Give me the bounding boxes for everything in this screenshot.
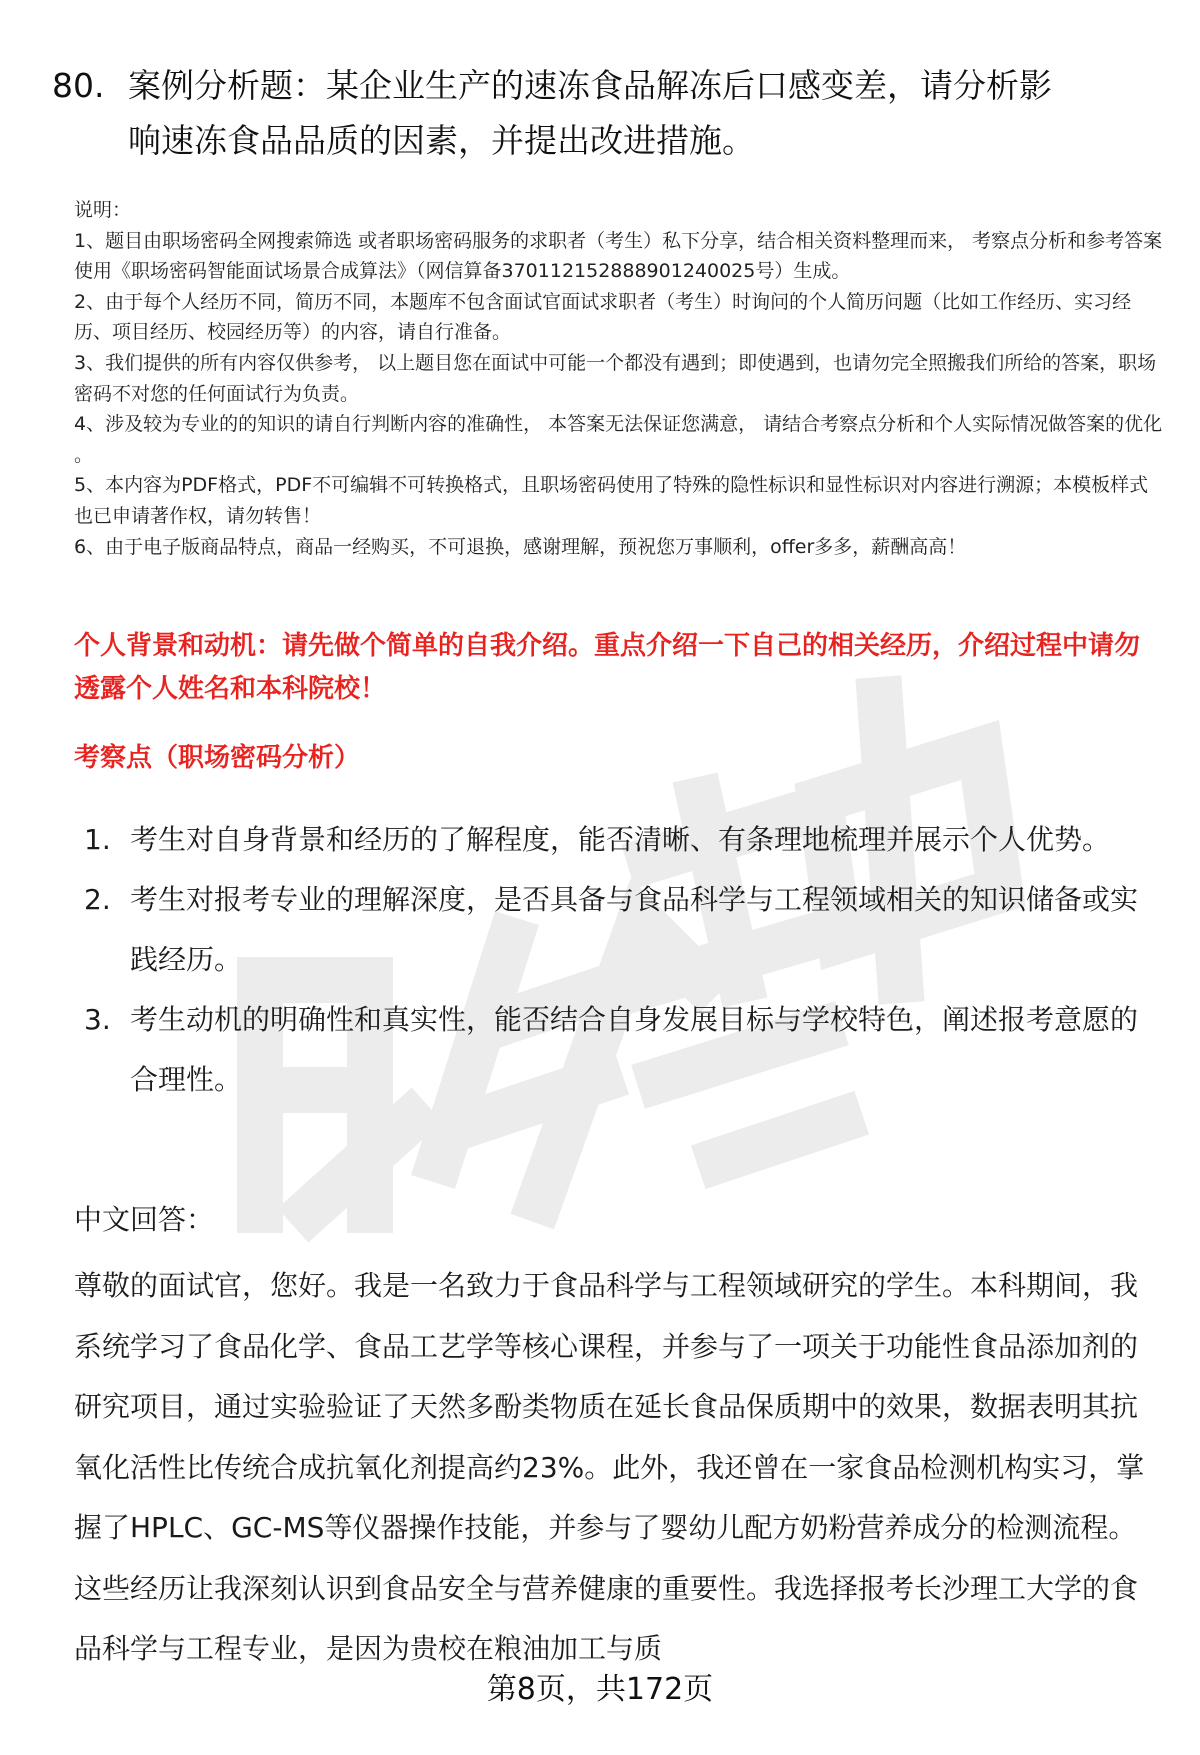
list-item-text: 考生对报考专业的理解深度，是否具备与食品科学与工程领域相关的知识储备或实践经历。 (130, 883, 1139, 976)
answer-label: 中文回答： (74, 1203, 215, 1236)
section-heading: 个人背景和动机：请先做个简单的自我介绍。重点介绍一下自己的相关经历，介绍过程中请勿透露个人姓名和本科院校！ (74, 631, 1141, 704)
list-item-text: 考生动机的明确性和真实性，能否结合自身发展目标与学校特色，阐述报考意愿的合理性。 (130, 1003, 1139, 1096)
note-item: 5、本内容为PDF格式，PDF不可编辑不可转换格式，且职场密码使用了特殊的隐性标识和显性标识对内容进行溯源；本模板样式也已申请著作权，请勿转售！ (74, 474, 1149, 527)
list-item-number: 1. (84, 823, 111, 856)
section-subheading: 考察点（职场密码分析） (74, 743, 361, 773)
notes-heading: 说明： (74, 199, 132, 221)
list-item-text: 考生对自身背景和经历的了解程度，能否清晰、有条理地梳理并展示个人优势。 (130, 823, 1111, 856)
question-title-line1: 案例分析题：某企业生产的速冻食品解冻后口感变差，请分析影 (128, 66, 1052, 105)
note-item: 4、涉及较为专业的的知识的请自行判断内容的准确性， 本答案无法保证您满意， 请结合考察点分析和个人实际情况做答案的优化 。 (74, 413, 1163, 466)
disclaimer-notes (74, 195, 1164, 562)
list-item (74, 810, 1164, 870)
assessment-points-list (74, 810, 1164, 1110)
list-item (74, 990, 1164, 1110)
list-item (74, 870, 1164, 990)
list-item-number: 2. (84, 883, 111, 916)
note-item: 1、题目由职场密码全网搜索筛选 或者职场密码服务的求职者（考生）私下分享，结合相关资料整理而来， 考察点分析和参考答案使用《职场密码智能面试场景合成算法》（网信算备370112152888901240025号）生成。 (74, 229, 1163, 283)
question-title-line2: 响速冻食品品质的因素，并提出改进措施。 (128, 121, 755, 160)
note-item: 6、由于电子版商品特点，商品一经购买，不可退换，感谢理解，预祝您万事顺利，offer多多，薪酬高高！ (74, 535, 967, 558)
page-footer: 第8页，共172页 (486, 1672, 714, 1707)
answer-body: 尊敬的面试官，您好。我是一名致力于食品科学与工程领域研究的学生。本科期间，我系统学习了食品化学、食品工艺学等核心课程，并参与了一项关于功能性食品添加剂的研究项目，通过实验验证了天然多酚类物质在延长食品保质期中的效果，数据表明其抗氧化活性比传统合成抗氧化剂提高约23%。此外，我还曾在一家食品检测机构实习，掌握了HPLC、GC-MS等仪器操作技能，并参与了婴幼儿配方奶粉营养成分的检测流程。这些经历让我深刻认识到食品安全与营养健康的重要性。我选择报考长沙理工大学的食品科学与工程专业，是因为贵校在粮油加工与质 (74, 1269, 1145, 1665)
note-item: 3、我们提供的所有内容仅供参考， 以上题目您在面试中可能一个都没有遇到；即使遇到，也请勿完全照搬我们所给的答案，职场密码不对您的任何面试行为负责。 (74, 351, 1157, 405)
note-item: 2、由于每个人经历不同，简历不同，本题库不包含面试官面试求职者（考生）时询问的个人简历问题（比如工作经历、实习经历、项目经历、校园经历等）的内容，请自行准备。 (74, 290, 1132, 344)
question-number: 80. (52, 66, 105, 105)
list-item-number: 3. (84, 1003, 111, 1036)
